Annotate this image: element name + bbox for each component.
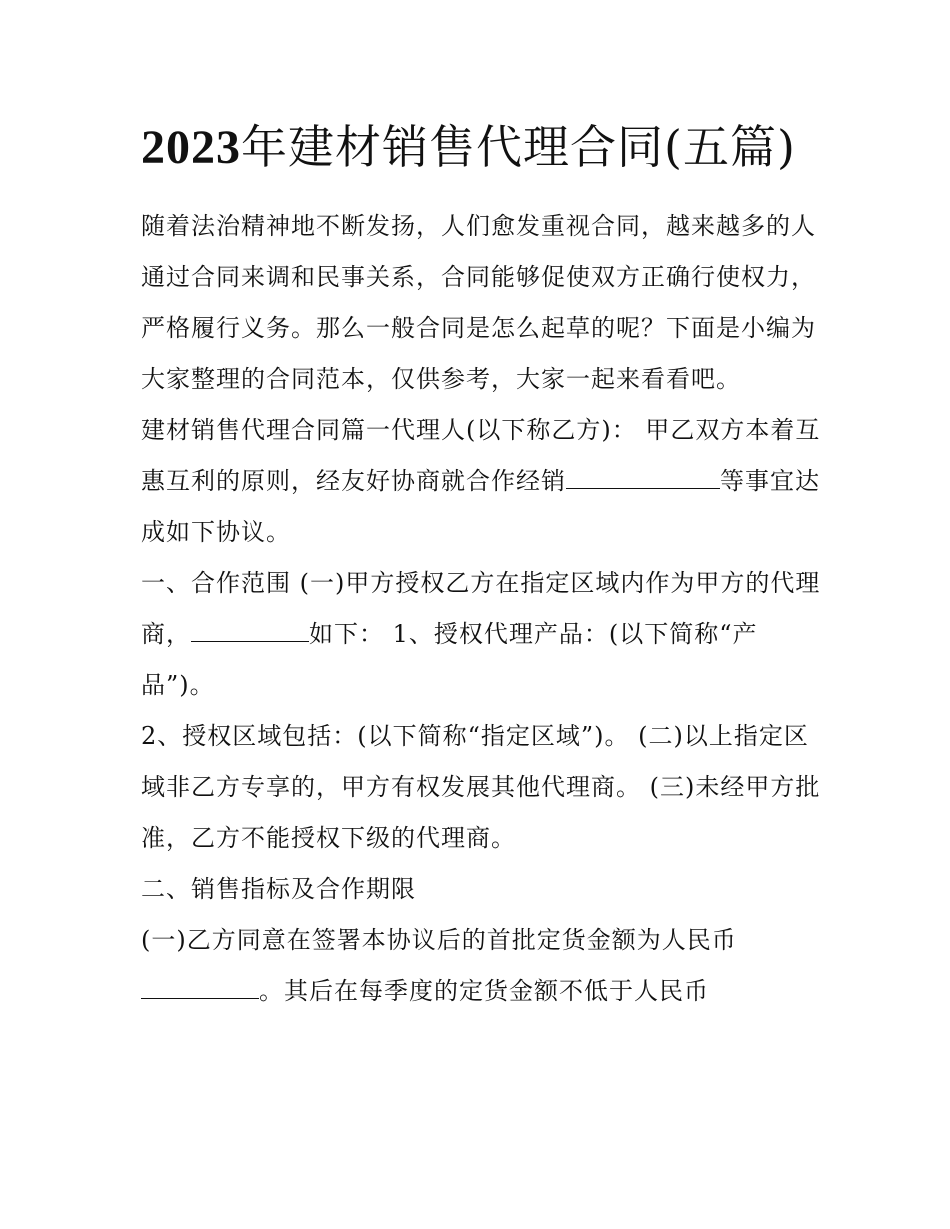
paragraph-5 [141,915,821,1017]
fill-in-blank [141,976,259,999]
page-title [141,114,821,181]
paragraph-2-text-a: 一、合作范围 (一)甲方授权乙方在指定区域内作为甲方的代理商， [141,569,821,648]
section-heading-2: 二、销售指标及合作期限 [141,875,416,903]
intro-paragraph: 随着法治精神地不断发扬，人们愈发重视合同，越来越多的人通过合同来调和民事关系，合同能够促使双方正确行使权力，严格履行义务。那么一般合同是怎么起草的呢？下面是小编为大家整理的合同范本，仅供参考，大家一起来看看吧。 [141,212,816,393]
document-body [141,201,821,1017]
paragraph-1 [141,405,821,558]
fill-in-blank [191,619,309,642]
title-year: 2023 [141,121,241,174]
document-page [141,114,821,1017]
paragraph-1-text-b: 等事宜达成如下协议。 [141,467,820,546]
fill-in-blank [566,466,720,489]
title-text: 年建材销售代理合同(五篇) [241,120,796,174]
paragraph-2 [141,558,821,711]
paragraph-5-text-b: 。其后在每季度的定货金额不低于人民币 [259,977,709,1005]
paragraph-2-text-b: 如下： 1、授权代理产品：(以下简称“产品”)。 [141,620,758,699]
paragraph-1-text-a: 建材销售代理合同篇一代理人(以下称乙方)： 甲乙双方本着互惠互利的原则，经友好协商就合作经销 [141,416,821,495]
paragraph-5-text-a: (一)乙方同意在签署本协议后的首批定货金额为人民币 [141,926,737,954]
paragraph-3: 2、授权区域包括：(以下简称“指定区域”)。 (二)以上指定区域非乙方专享的，甲方有权发展其他代理商。 (三)未经甲方批准，乙方不能授权下级的代理商。 [141,722,821,852]
